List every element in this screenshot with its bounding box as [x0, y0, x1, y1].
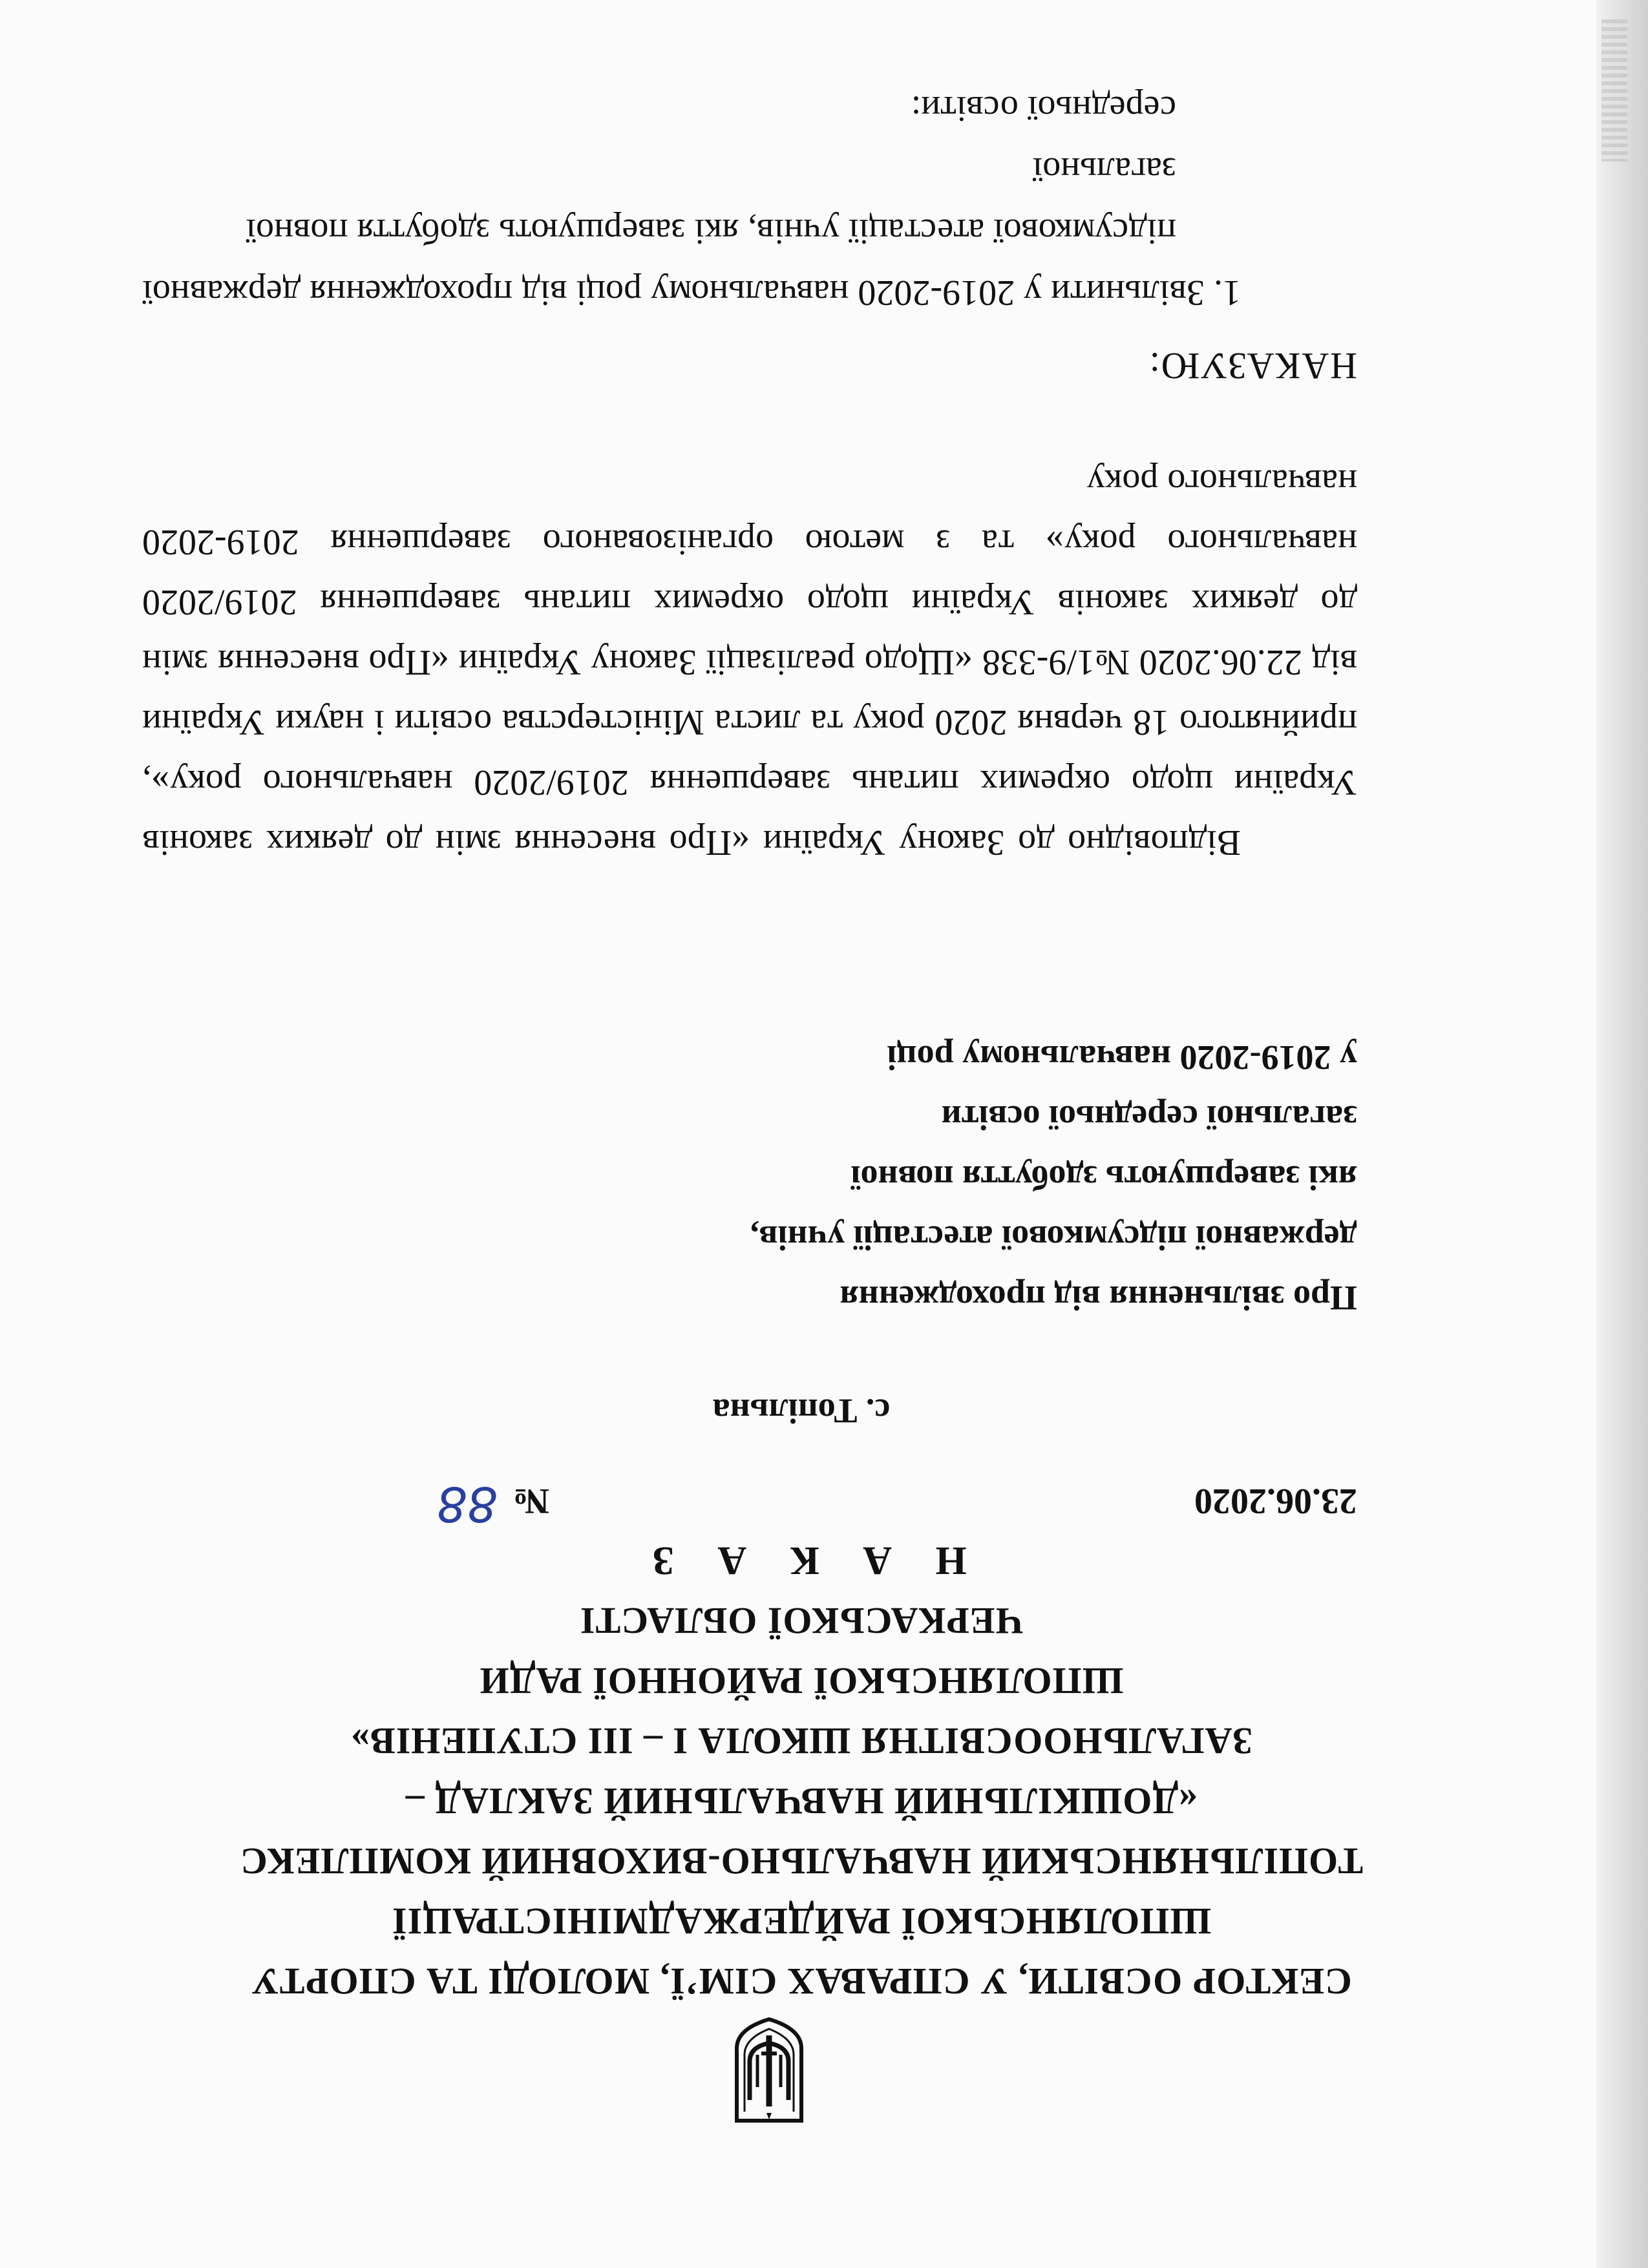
- order-number-label: №: [512, 1481, 549, 1521]
- order-item-1: [142, 78, 1357, 323]
- preamble-paragraph: Відповідно до Закону України «Про внесення змін до деяких законів України щодо окремих питань завершення 2019/2020 навчального року», прийнятого 18 червня 2020 року та листа Міністерства освіти і науки України від 22.06.2020 №1/9-338 «Щодо реалізації Закону України «Про внесення змін до деяких законів України щодо окремих питань завершення 2019/2020 навчального року» та з метою організованого завершення 2019-2020 навчального року: [142, 462, 1357, 863]
- order-number-handwritten: 88: [436, 1476, 498, 1531]
- header-line-school: ЗАГАЛЬНООСВІТНЯ ШКОЛА І – ІІІ СТУПЕНІВ»: [350, 1720, 1253, 1762]
- header-line-preschool: «ДОШКІЛЬНИЙ НАВЧАЛЬНИЙ ЗАКЛАД –: [405, 1780, 1198, 1822]
- subject-line: Про звільнення від проходження: [840, 1279, 1357, 1318]
- header-line-region: ЧЕРКАСЬКОЇ ОБЛАСТІ: [579, 1600, 1024, 1642]
- header-line-sector: СЕКТОР ОСВІТИ, У СПРАВАХ СІМ’Ї, МОЛОДІ ТА СПОРТУ: [251, 1960, 1352, 2002]
- scan-edge: [1596, 0, 1648, 2268]
- order-title: Н А К А З: [636, 1538, 967, 1582]
- trident-emblem-icon: [730, 2016, 808, 2126]
- subject-line: загальної середньої освіти: [941, 1098, 1357, 1137]
- item-line: середньої освіти:: [911, 89, 1176, 129]
- header-line-district-council: ШПОЛЯНСЬКОЇ РАЙОННОЇ РАДИ: [479, 1660, 1124, 1702]
- item-line: підсумкової атестації учнів, які завершують здобуття повної загальної: [246, 150, 1176, 251]
- order-subject: [517, 1027, 1357, 1328]
- header-line-complex: ТОПІЛЬНЯНСЬКИЙ НАВЧАЛЬНО-ВИХОВНИЙ КОМПЛЕКС: [239, 1840, 1364, 1882]
- subject-line: державної підсумкової атестації учнів,: [750, 1219, 1357, 1257]
- scan-edge-mark: [1601, 19, 1627, 162]
- order-date: 23.06.2020: [1194, 1481, 1357, 1521]
- order-command: НАКАЗУЮ:: [1148, 345, 1357, 387]
- header-line-administration: ШПОЛЯНСЬКОЇ РАЙДЕРЖАДМІНІСТРАЦІЇ: [391, 1900, 1212, 1942]
- item-line: 1. Звільнити у 2019-2020 навчальному році від проходження державної: [142, 273, 1241, 313]
- village-name: с. Топільна: [712, 1392, 891, 1431]
- subject-line: які завершують здобуття повної: [850, 1159, 1357, 1197]
- subject-line: у 2019-2020 навчальному році: [887, 1038, 1357, 1077]
